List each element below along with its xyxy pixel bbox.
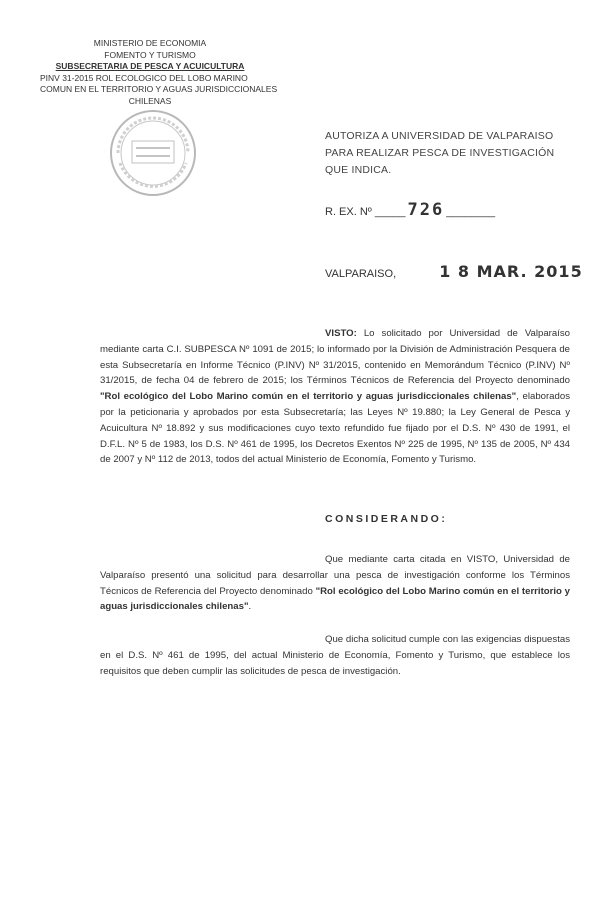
visto-label: VISTO: xyxy=(325,328,357,339)
visto-project-name: "Rol ecológico del Lobo Marino común en el territorio y aguas jurisdiccionales chilenas" xyxy=(100,391,517,403)
considerando-p2-text: Que dicha solicitud cumple con las exigencias dispuestas en el D.S. Nº 461 de 1995, del actual Ministerio de Economía, Fomento y Turismo, que establece los requisitos que deben cumplir las solicitudes de pesca de investigación. xyxy=(100,634,570,677)
subsecretaria-line: SUBSECRETARIA DE PESCA Y ACUICULTURA xyxy=(55,61,245,71)
resolution-date xyxy=(325,262,583,281)
visto-paragraph xyxy=(100,326,570,468)
resolution-blank-right: ________ xyxy=(446,206,496,218)
considerando-heading: CONSIDERANDO: xyxy=(325,513,448,525)
ministry-line: MINISTERIO DE ECONOMIA xyxy=(93,38,207,48)
resolution-number-value: 726 xyxy=(407,200,445,220)
ministry-line-2: FOMENTO Y TURISMO xyxy=(104,49,196,60)
resolution-number xyxy=(325,200,495,220)
considerando-paragraph-2 xyxy=(100,632,570,679)
reference-line-3: CHILENAS xyxy=(128,95,172,106)
visto-text-b: , elaborados por la peticionaria y aprobados por esta Subsecretaría; las Leyes Nº 19.880; la Ley General de Pesca y Acuicultura Nº 18.892 y sus modificaciones cuyo texto refundido fue fijado por el D.S. Nº 430 de 1991, el D.F.L. Nº 5 de 1983, los D.S. Nº 461 de 1995, los Decretos Exentos Nº 225 de 1995, Nº 135 de 2005, Nº 434 de 2007 y Nº 112 de 2013, todos del actual Ministerio de Economía, Fomento y Turismo. xyxy=(100,391,570,466)
considerando-p1-project: "Rol ecológico del Lobo Marino común en el territorio y aguas jurisdiccionales chilenas" xyxy=(100,585,570,613)
resolution-subject: AUTORIZA A UNIVERSIDAD DE VALPARAISO PARA REALIZAR PESCA DE INVESTIGACIÓN QUE INDICA. xyxy=(325,130,555,176)
date-place-label: VALPARAISO, xyxy=(325,268,397,280)
resolution-blank-left: _____ xyxy=(374,206,406,218)
considerando-paragraph-1 xyxy=(100,552,570,615)
date-stamp-value: 1 8 MAR. 2015 xyxy=(439,262,583,281)
visto-text-a: Lo solicitado por Universidad de Valparaíso mediante carta C.I. SUBPESCA Nº 1091 de 2015; lo informado por la División de Administración Pesquera de esta Subsecretaría en Informe Técnico (P.INV) Nº 31/2015, contenido en Memorándum Técnico (P.INV) Nº 31/2015, de fecha 04 de febrero de 2015; los Términos Técnicos de Referencia del Proyecto denominado xyxy=(100,328,570,387)
considerando-p1-text-b: . xyxy=(248,601,252,613)
considerando-p1-text-a: Que mediante carta citada en VISTO, Universidad de Valparaíso presentó una solicitud para desarrollar una pesca de investigación conforme los Términos Técnicos de Referencia del Proyecto denominado xyxy=(100,554,570,597)
official-seal-stamp xyxy=(108,108,198,198)
letterhead xyxy=(40,38,278,107)
reference-line-2: COMUN EN EL TERRITORIO Y AGUAS JURISDICCIONALES xyxy=(40,84,278,94)
resolution-prefix: R. EX. Nº xyxy=(325,206,372,218)
reference-line-1: PINV 31-2015 ROL ECOLOGICO DEL LOBO MARINO xyxy=(40,72,248,83)
